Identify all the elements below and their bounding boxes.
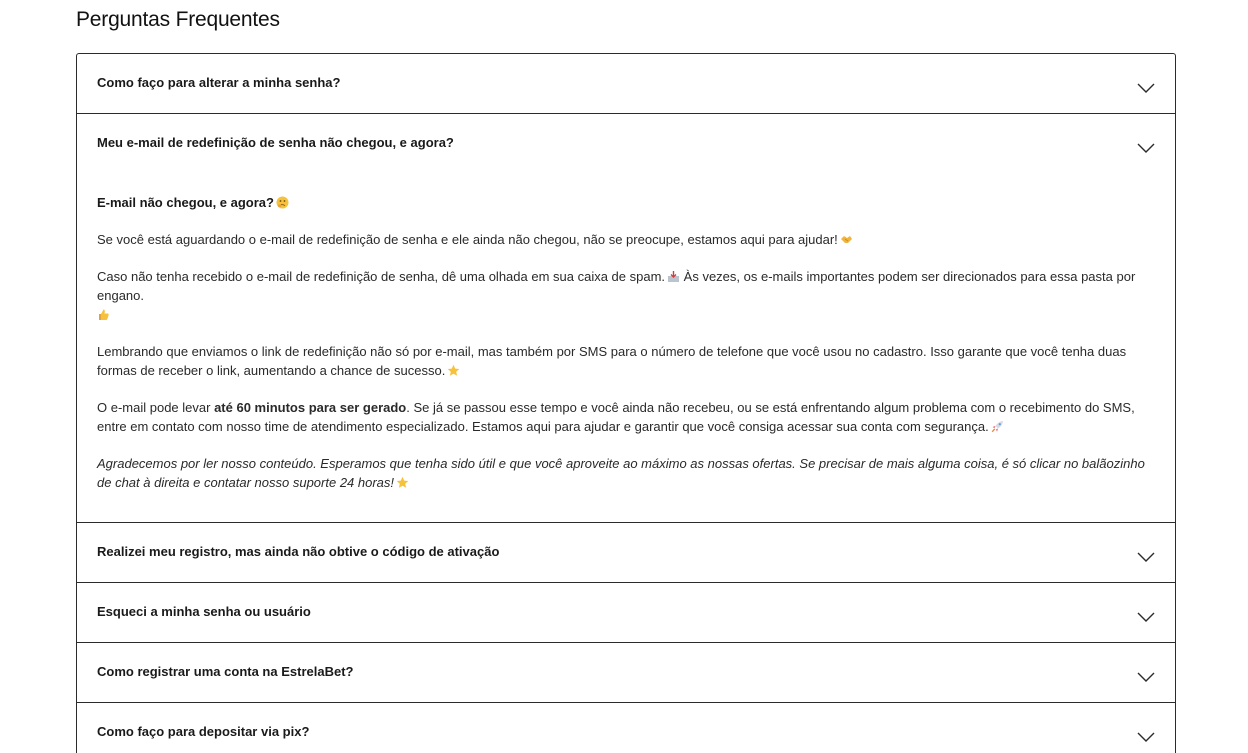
faq-question: Como faço para depositar via pix?: [97, 724, 310, 739]
rocket-icon: [991, 419, 1004, 432]
chevron-down-icon[interactable]: [1137, 83, 1155, 93]
faq-question-row[interactable]: [77, 583, 1175, 642]
star-icon: [396, 475, 409, 488]
star-icon: [447, 363, 460, 376]
handshake-icon: [840, 232, 853, 245]
answer-paragraph: Se você está aguardando o e-mail de redefinição de senha e ele ainda não chegou, não se preocupe, estamos aqui para ajudar!: [97, 230, 1155, 249]
faq-question-row[interactable]: [77, 643, 1175, 702]
faq-item: [77, 643, 1175, 703]
thumbs-up-icon: [97, 307, 110, 320]
faq-question-row[interactable]: [77, 54, 1175, 113]
faq-answer: [77, 173, 1175, 522]
answer-paragraph: O e-mail pode levar até 60 minutos para ser gerado. Se já se passou esse tempo e você ainda não recebeu, ou se está enfrentando algum problema com o recebimento do SMS, entre em contato com nosso time de atendimento especializado. Estamos aqui para ajudar e garantir que você consiga acessar sua conta com segurança.: [97, 400, 1135, 434]
faq-question: Realizei meu registro, mas ainda não obtive o código de ativação: [97, 544, 500, 559]
answer-paragraph: Caso não tenha recebido o e-mail de redefinição de senha, dê uma olhada em sua caixa de spam. Às vezes, os e-mails importantes podem ser direcionados para essa pasta por engano.: [97, 267, 1155, 324]
faq-question-row[interactable]: [77, 523, 1175, 582]
chevron-down-icon[interactable]: [1137, 552, 1155, 562]
chevron-down-icon[interactable]: [1137, 612, 1155, 622]
faq-item-expanded: [77, 114, 1175, 523]
thinking-face-icon: [276, 195, 289, 208]
answer-closing: Agradecemos por ler nosso conteúdo. Esperamos que tenha sido útil e que você aproveite ao máximo as nossas ofertas. Se precisar de mais alguma coisa, é só clicar no balãozinho de chat à direita e contatar nosso suporte 24 horas!: [97, 456, 1145, 490]
inbox-tray-icon: [667, 269, 680, 282]
faq-question-row[interactable]: [77, 703, 1175, 753]
chevron-down-icon[interactable]: [1137, 143, 1155, 153]
faq-accordion: [76, 53, 1176, 753]
faq-question: Esqueci a minha senha ou usuário: [97, 604, 311, 619]
page-title: Perguntas Frequentes: [76, 8, 280, 31]
faq-question-row[interactable]: [77, 114, 1175, 173]
faq-question: Como registrar uma conta na EstrelaBet?: [97, 664, 354, 679]
faq-item: [77, 54, 1175, 114]
faq-question: Meu e-mail de redefinição de senha não chegou, e agora?: [97, 135, 454, 150]
faq-question: Como faço para alterar a minha senha?: [97, 75, 341, 90]
faq-item: [77, 703, 1175, 753]
faq-item: [77, 523, 1175, 583]
answer-paragraph: Lembrando que enviamos o link de redefinição não só por e-mail, mas também por SMS para o número de telefone que você usou no cadastro. Isso garante que você tenha duas formas de receber o link, aumentando a chance de sucesso.: [97, 344, 1127, 378]
chevron-down-icon[interactable]: [1137, 732, 1155, 742]
chevron-down-icon[interactable]: [1137, 672, 1155, 682]
faq-item: [77, 583, 1175, 643]
answer-heading: E-mail não chegou, e agora?: [97, 193, 1155, 212]
